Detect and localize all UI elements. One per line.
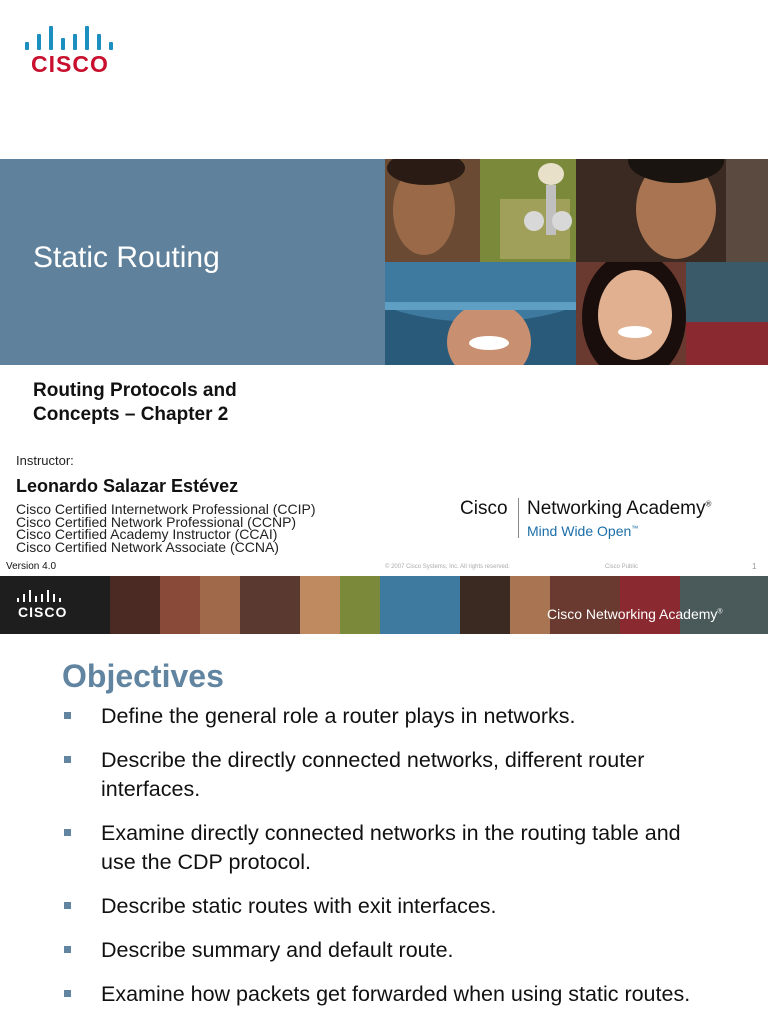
objective-item: Describe static routes with exit interfaces. — [62, 892, 721, 921]
networking-academy-logo — [460, 496, 760, 546]
academy-brand: Cisco — [460, 498, 508, 519]
objectives-title: Objectives — [62, 658, 224, 694]
header-photo-strip — [0, 576, 768, 634]
subtitle-line-1: Routing Protocols and — [33, 380, 237, 401]
classification-label: Cisco Public — [605, 564, 639, 570]
cisco-wordmark: CISCO — [31, 51, 109, 77]
objective-item: Define the general role a router plays in networks. — [62, 702, 721, 731]
photo-man-smiling — [576, 159, 768, 262]
objectives-slide — [0, 576, 768, 1024]
subtitle-line-2: Concepts – Chapter 2 — [33, 404, 229, 425]
slide-subtitle — [33, 379, 373, 427]
academy-separator — [518, 498, 519, 538]
objective-item: Examine how packets get forwarded when using static routes. — [62, 980, 721, 1009]
cisco-logo — [22, 20, 122, 80]
cisco-bars-icon — [17, 588, 67, 602]
photo-skateboard — [480, 159, 576, 262]
certification-list — [16, 503, 316, 553]
slide-title: Static Routing — [33, 241, 220, 274]
photo-collage — [385, 159, 768, 365]
academy-tagline-wrap: Mind Wide Open™ — [527, 523, 639, 539]
photo-woman-smiling — [576, 262, 768, 365]
cisco-logo-white — [14, 588, 74, 624]
photo-hooded-person — [385, 262, 576, 365]
objective-item: Examine directly connected networks in the routing table and use the CDP protocol. — [62, 819, 721, 877]
certification-item: Cisco Certified Network Associate (CCNA) — [16, 538, 279, 555]
cisco-bars-icon — [25, 24, 119, 50]
page-number: 1 — [752, 562, 757, 571]
academy-name-wrap: Networking Academy® — [527, 498, 712, 519]
certification-item: Cisco Certified Network Professional (CCNP) — [16, 513, 297, 530]
copyright-text: © 2007 Cisco Systems, Inc. All rights reserved. — [385, 564, 510, 570]
header-academy-name: Cisco Networking Academy — [547, 606, 718, 622]
academy-tagline: Mind Wide Open — [527, 523, 632, 539]
instructor-label: Instructor: — [16, 453, 74, 468]
objective-item: Describe the directly connected networks, different router interfaces. — [62, 746, 721, 804]
header-academy-wrap: Cisco Networking Academy® — [547, 606, 723, 622]
objective-item: Describe summary and default route. — [62, 936, 721, 965]
certification-item: Cisco Certified Internetwork Professional (CCIP) — [16, 501, 316, 517]
objectives-list — [62, 702, 762, 1024]
academy-name: Networking Academy — [527, 498, 706, 519]
instructor-name: Leonardo Salazar Estévez — [16, 476, 239, 496]
version-label: Version 4.0 — [6, 561, 57, 572]
certification-item: Cisco Certified Academy Instructor (CCAI) — [16, 526, 278, 542]
photo-man-portrait — [385, 159, 480, 262]
cisco-wordmark: CISCO — [18, 604, 68, 620]
